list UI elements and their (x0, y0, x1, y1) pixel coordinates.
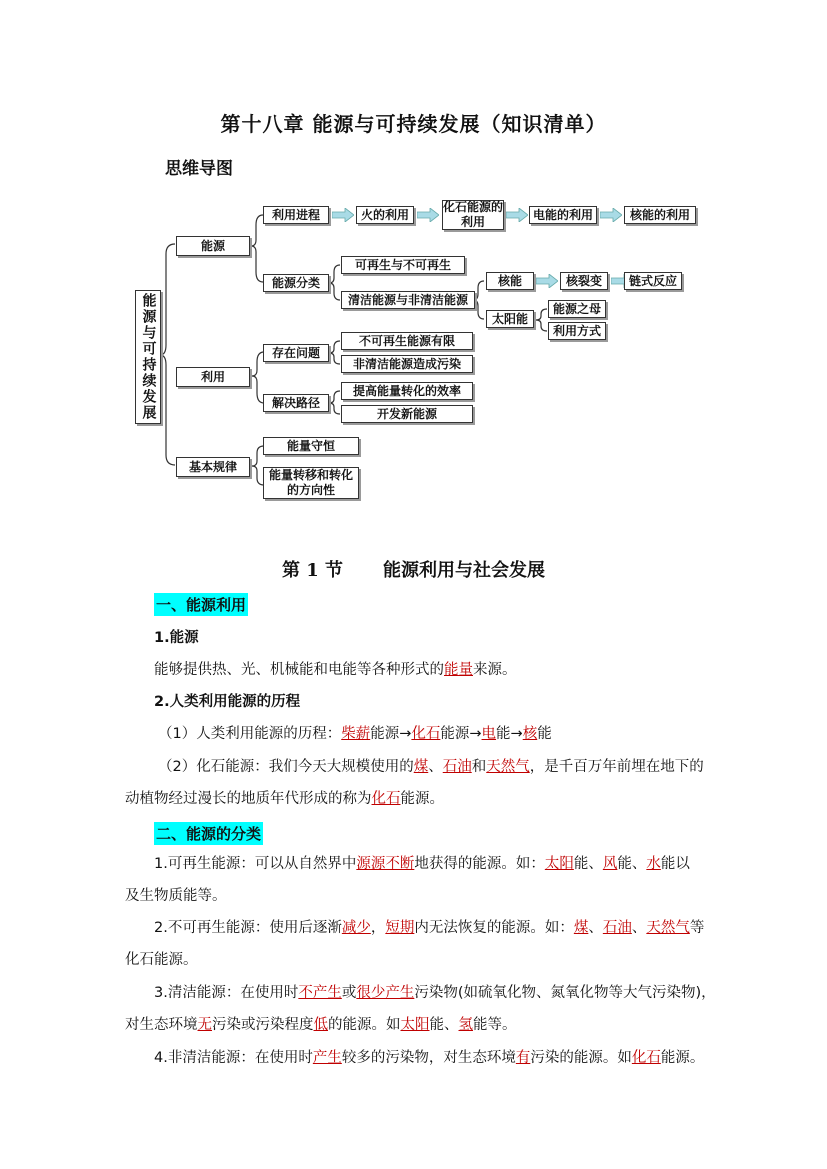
brace-solve (329, 391, 340, 414)
para-clean-2: 对生态环境无污染或污染程度低的能源。如太阳能、氢能等。 (125, 1017, 517, 1033)
brace-energy (251, 215, 263, 282)
mm-chain: 链式反应 (624, 272, 682, 290)
arrow-icon (600, 208, 622, 222)
arrow-icon (332, 208, 354, 222)
mindmap-heading: 思维导图 (165, 159, 233, 179)
mm-electric: 电能的利用 (529, 206, 597, 224)
arrow-icon (536, 274, 558, 288)
mm-root: 能源与可持续发展 (135, 290, 161, 424)
mm-fire: 火的利用 (356, 206, 414, 224)
subheading-history: 2.人类利用能源的历程 (154, 694, 301, 710)
para-nonclean: 4.非清洁能源：在使用时产生较多的污染物，对生态环境有污染的能源。如化石能源。 (154, 1050, 705, 1066)
para-history-1: （1）人类利用能源的历程：柴薪能源→化石能源→电能→核能 (158, 726, 552, 742)
para-history-2: （2）化石能源：我们今天大规模使用的煤、石油和天然气，是千百万年前埋在地下的 (158, 759, 704, 775)
brace-problem (329, 341, 340, 364)
mm-problems: 存在问题 (263, 344, 329, 362)
page-title: 第十八章 能源与可持续发展（知识清单） (220, 112, 607, 136)
mind-map (0, 0, 827, 520)
mm-clean: 清洁能源与非清洁能源 (341, 291, 475, 309)
mm-classify: 能源分类 (263, 274, 329, 292)
para-clean-1: 3.清洁能源：在使用时不产生或很少产生污染物(如硫氧化物、氮氧化物等大气污染物)， (154, 985, 716, 1001)
mm-energy: 能源 (176, 236, 250, 256)
brace-root (160, 244, 175, 465)
mm-new-energy: 开发新能源 (341, 405, 473, 423)
section-title (0, 556, 827, 582)
para-nonrenewable-2: 化石能源。 (125, 952, 198, 968)
heading-energy-use: 一、能源利用 (154, 593, 248, 616)
mm-fossil: 化石能源的利用 (443, 200, 504, 229)
mm-efficiency: 提高能量转化的效率 (341, 382, 473, 400)
mm-use: 利用 (176, 367, 250, 387)
mm-pollution: 非清洁能源造成污染 (341, 355, 473, 373)
subheading-energy: 1.能源 (154, 630, 199, 646)
mm-limited: 不可再生能源有限 (341, 332, 473, 350)
arrow-icon (506, 208, 528, 222)
para-nonrenewable-1: 2.不可再生能源：使用后逐渐减少，短期内无法恢复的能源。如：煤、石油、天然气等 (154, 920, 705, 936)
section-number: 第 1 节 (281, 560, 344, 581)
para-history-3: 动植物经过漫长的地质年代形成的称为化石能源。 (125, 791, 444, 807)
mm-solar-mother: 能源之母 (548, 300, 606, 318)
para-renewable-1: 1.可再生能源：可以从自然界中源源不断地获得的能源。如：太阳能、风能、水能以 (154, 856, 690, 872)
mm-fission: 核裂变 (560, 272, 608, 290)
heading-classification: 二、能源的分类 (154, 822, 263, 845)
para-renewable-2: 及生物质能等。 (125, 888, 227, 904)
mm-direction: 能量转移和转化的方向性 (263, 467, 359, 499)
mm-law: 基本规律 (176, 457, 250, 477)
mm-solutions: 解决路径 (263, 394, 329, 412)
mm-renewable: 可再生与不可再生 (341, 256, 465, 274)
section-name: 能源利用与社会发展 (383, 560, 546, 581)
mm-solar: 太阳能 (486, 310, 534, 328)
mm-conservation: 能量守恒 (263, 437, 359, 455)
mm-progress: 利用进程 (263, 206, 329, 224)
mm-solar-ways: 利用方式 (548, 322, 606, 340)
mm-nuclear: 核能 (486, 272, 534, 290)
brace-solar (536, 309, 547, 331)
para-energy-def: 能够提供热、光、机械能和电能等各种形式的能量来源。 (154, 662, 517, 678)
brace-classify (329, 265, 340, 300)
mm-nuclear-use: 核能的利用 (624, 206, 696, 224)
arrow-icon (417, 208, 439, 222)
